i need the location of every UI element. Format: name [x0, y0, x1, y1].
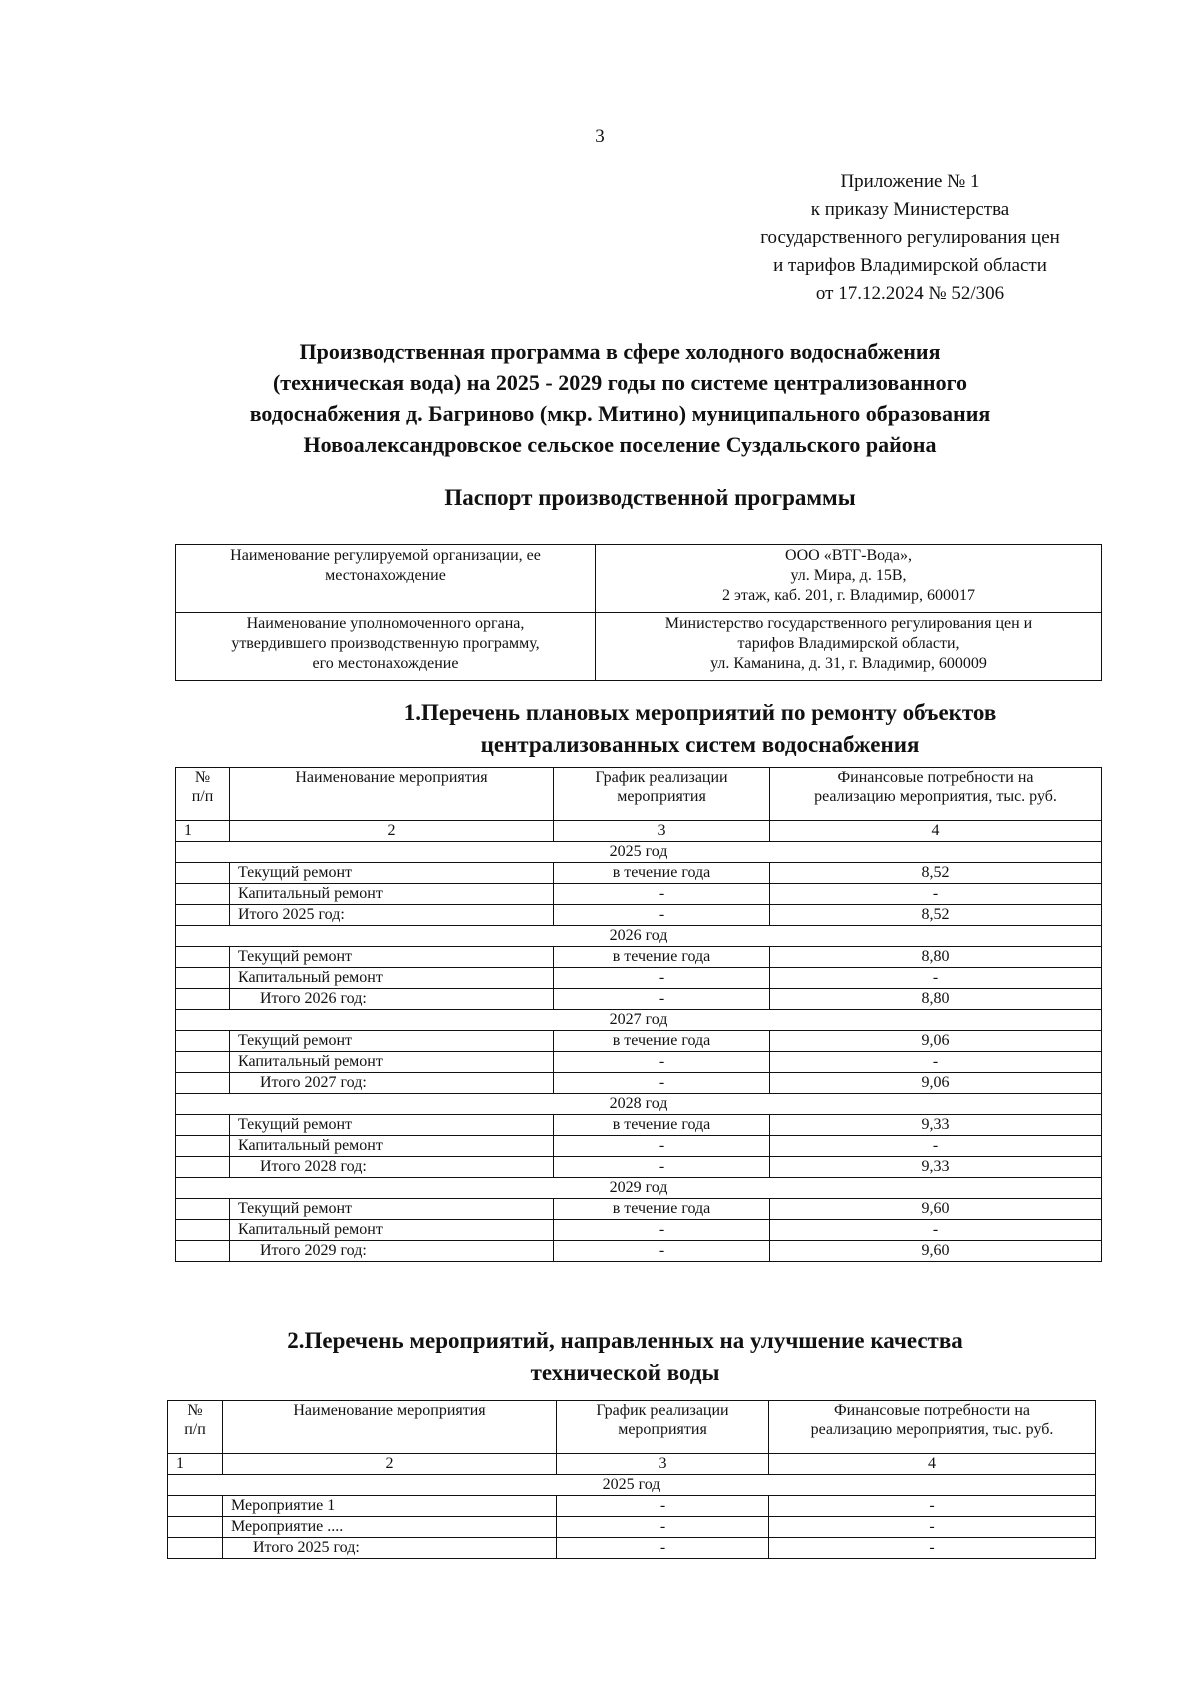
schedule-cell: - [554, 1241, 770, 1262]
cost-cell: 9,60 [770, 1241, 1102, 1262]
number-cell [176, 1241, 230, 1262]
section2-table [167, 1400, 1096, 1559]
cost-cell: 9,06 [770, 1031, 1102, 1052]
numbering-row [176, 821, 1102, 842]
number-cell [176, 1220, 230, 1241]
cost-cell: 9,06 [770, 1073, 1102, 1094]
table-row [176, 863, 1102, 884]
cost-cell: - [770, 1052, 1102, 1073]
numbering-cell: 2 [223, 1454, 557, 1475]
numbering-cell: 1 [176, 821, 230, 842]
name-cell: Текущий ремонт [230, 863, 554, 884]
table-row [176, 1052, 1102, 1073]
name-cell: Итого 2027 год: [230, 1073, 554, 1094]
year-row [168, 1475, 1096, 1496]
col-schedule-header [554, 768, 770, 821]
col-schedule-header [557, 1401, 769, 1454]
number-cell [176, 1136, 230, 1157]
header-line: мероприятия [618, 1421, 707, 1438]
name-cell: Текущий ремонт [230, 1115, 554, 1136]
number-cell [168, 1496, 223, 1517]
number-cell [176, 989, 230, 1010]
appendix-line: от 17.12.2024 № 52/306 [815, 283, 1005, 304]
cost-cell: - [769, 1517, 1096, 1538]
table-header-row [176, 768, 1102, 821]
table-row [176, 905, 1102, 926]
schedule-cell: - [554, 1220, 770, 1241]
col-cost-header [769, 1401, 1096, 1454]
year-cell: 2027 год [176, 1010, 1102, 1031]
table-row [176, 884, 1102, 905]
name-cell: Капитальный ремонт [230, 1052, 554, 1073]
col-name-header: Наименование мероприятия [230, 768, 554, 821]
table-row [168, 1538, 1096, 1559]
number-cell [168, 1517, 223, 1538]
cost-cell: 8,52 [770, 905, 1102, 926]
schedule-cell: в течение года [554, 1115, 770, 1136]
name-cell: Итого 2026 год: [230, 989, 554, 1010]
heading-line: технической воды [530, 1360, 720, 1385]
appendix-line: государственного регулирования цен [760, 227, 1060, 248]
name-cell: Мероприятие .... [223, 1517, 557, 1538]
passport-label: Наименование регулируемой организации, ее местонахождение [176, 545, 596, 613]
schedule-cell: - [554, 884, 770, 905]
year-row [176, 1094, 1102, 1115]
col-name-header: Наименование мероприятия [223, 1401, 557, 1454]
year-cell: 2025 год [176, 842, 1102, 863]
year-row [176, 1010, 1102, 1031]
passport-value: ООО «ВТГ-Вода», ул. Мира, д. 15В, 2 этаж, каб. 201, г. Владимир, 600017 [596, 545, 1102, 613]
header-line: № [187, 1402, 203, 1419]
cost-cell: 8,80 [770, 947, 1102, 968]
numbering-row [168, 1454, 1096, 1475]
number-cell [176, 905, 230, 926]
header-line: реализацию мероприятия, тыс. руб. [814, 788, 1057, 805]
cost-cell: - [770, 884, 1102, 905]
cost-cell: 8,80 [770, 989, 1102, 1010]
passport-label: Наименование уполномоченного органа, утвердившего производственную программу, его местонахождение [176, 613, 596, 681]
name-cell: Текущий ремонт [230, 1031, 554, 1052]
schedule-cell: в течение года [554, 947, 770, 968]
table-row [168, 1517, 1096, 1538]
table-row [176, 1136, 1102, 1157]
passport-row [176, 613, 1102, 681]
number-cell [176, 947, 230, 968]
schedule-cell: - [557, 1517, 769, 1538]
name-cell: Текущий ремонт [230, 947, 554, 968]
numbering-cell: 3 [554, 821, 770, 842]
number-cell [168, 1538, 223, 1559]
schedule-cell: в течение года [554, 1199, 770, 1220]
document-title [140, 336, 1100, 460]
title-line: Производственная программа в сфере холодного водоснабжения [299, 339, 941, 364]
name-cell: Итого 2025 год: [230, 905, 554, 926]
section2-heading [150, 1325, 1100, 1389]
header-line: мероприятия [617, 788, 706, 805]
section1-table [175, 767, 1102, 1262]
header-line: График реализации [596, 1402, 729, 1419]
schedule-cell: - [554, 1052, 770, 1073]
number-cell [176, 1031, 230, 1052]
cost-cell: 9,60 [770, 1199, 1102, 1220]
header-line: п/п [184, 1421, 206, 1438]
numbering-cell: 3 [557, 1454, 769, 1475]
header-line: п/п [191, 788, 214, 805]
cost-cell: 8,52 [770, 863, 1102, 884]
number-cell [176, 1157, 230, 1178]
year-cell: 2028 год [176, 1094, 1102, 1115]
cost-cell: - [770, 1136, 1102, 1157]
year-cell: 2026 год [176, 926, 1102, 947]
header-line: Финансовые потребности на [834, 1402, 1030, 1419]
heading-line: 2.Перечень мероприятий, направленных на улучшение качества [287, 1328, 963, 1353]
col-number-header [168, 1401, 223, 1454]
table-row [176, 1073, 1102, 1094]
number-cell [176, 1052, 230, 1073]
table-row [176, 1031, 1102, 1052]
schedule-cell: в течение года [554, 863, 770, 884]
schedule-cell: - [557, 1538, 769, 1559]
header-line: График реализации [595, 769, 728, 786]
year-cell: 2025 год [168, 1475, 1096, 1496]
appendix-line: Приложение № 1 [840, 171, 980, 192]
name-cell: Капитальный ремонт [230, 1136, 554, 1157]
schedule-cell: - [557, 1496, 769, 1517]
title-line: Новоалександровское сельское поселение Суздальского района [303, 432, 937, 457]
name-cell: Итого 2028 год: [230, 1157, 554, 1178]
table-row [176, 1220, 1102, 1241]
numbering-cell: 4 [769, 1454, 1096, 1475]
number-cell [176, 1199, 230, 1220]
appendix-note [720, 168, 1100, 308]
name-cell: Капитальный ремонт [230, 968, 554, 989]
col-cost-header [770, 768, 1102, 821]
table-row [176, 989, 1102, 1010]
cost-cell: - [770, 968, 1102, 989]
appendix-line: к приказу Министерства [810, 199, 1010, 220]
number-cell [176, 968, 230, 989]
year-row [176, 1178, 1102, 1199]
schedule-cell: в течение года [554, 1031, 770, 1052]
name-cell: Капитальный ремонт [230, 1220, 554, 1241]
title-line: водоснабжения д. Багриново (мкр. Митино) муниципального образования [249, 401, 991, 426]
numbering-cell: 4 [770, 821, 1102, 842]
passport-heading: Паспорт производственной программы [444, 485, 856, 510]
page-number: 3 [595, 126, 605, 147]
year-cell: 2029 год [176, 1178, 1102, 1199]
appendix-line: и тарифов Владимирской области [773, 255, 1047, 276]
cost-cell: - [769, 1496, 1096, 1517]
section1-heading [300, 697, 1100, 761]
table-header-row [168, 1401, 1096, 1454]
passport-table [175, 544, 1102, 681]
table-row [176, 1157, 1102, 1178]
table-row [176, 947, 1102, 968]
name-cell: Текущий ремонт [230, 1199, 554, 1220]
header-line: реализацию мероприятия, тыс. руб. [810, 1421, 1054, 1438]
schedule-cell: - [554, 1157, 770, 1178]
number-cell [176, 1073, 230, 1094]
number-cell [176, 884, 230, 905]
passport-value: Министерство государственного регулирования цен и тарифов Владимирской области, ул. Каманина, д. 31, г. Владимир, 600009 [596, 613, 1102, 681]
schedule-cell: - [554, 905, 770, 926]
name-cell: Капитальный ремонт [230, 884, 554, 905]
schedule-cell: - [554, 1073, 770, 1094]
cost-cell: - [769, 1538, 1096, 1559]
title-line: (техническая вода) на 2025 - 2029 годы по системе централизованного [272, 370, 968, 395]
cost-cell: 9,33 [770, 1115, 1102, 1136]
table-row [168, 1496, 1096, 1517]
heading-line: 1.Перечень плановых мероприятий по ремонту объектов [403, 700, 997, 725]
year-row [176, 926, 1102, 947]
table-row [176, 1199, 1102, 1220]
table-row [176, 1241, 1102, 1262]
name-cell: Мероприятие 1 [223, 1496, 557, 1517]
name-cell: Итого 2029 год: [230, 1241, 554, 1262]
number-cell [176, 863, 230, 884]
name-cell: Итого 2025 год: [223, 1538, 557, 1559]
schedule-cell: - [554, 989, 770, 1010]
year-row [176, 842, 1102, 863]
schedule-cell: - [554, 968, 770, 989]
numbering-cell: 2 [230, 821, 554, 842]
col-number-header [176, 768, 230, 821]
heading-line: централизованных систем водоснабжения [480, 732, 920, 757]
numbering-cell: 1 [168, 1454, 223, 1475]
header-line: № [194, 769, 211, 786]
cost-cell: 9,33 [770, 1157, 1102, 1178]
header-line: Финансовые потребности на [837, 769, 1034, 786]
table-row [176, 1115, 1102, 1136]
cost-cell: - [770, 1220, 1102, 1241]
number-cell [176, 1115, 230, 1136]
table-row [176, 968, 1102, 989]
passport-row [176, 545, 1102, 613]
schedule-cell: - [554, 1136, 770, 1157]
